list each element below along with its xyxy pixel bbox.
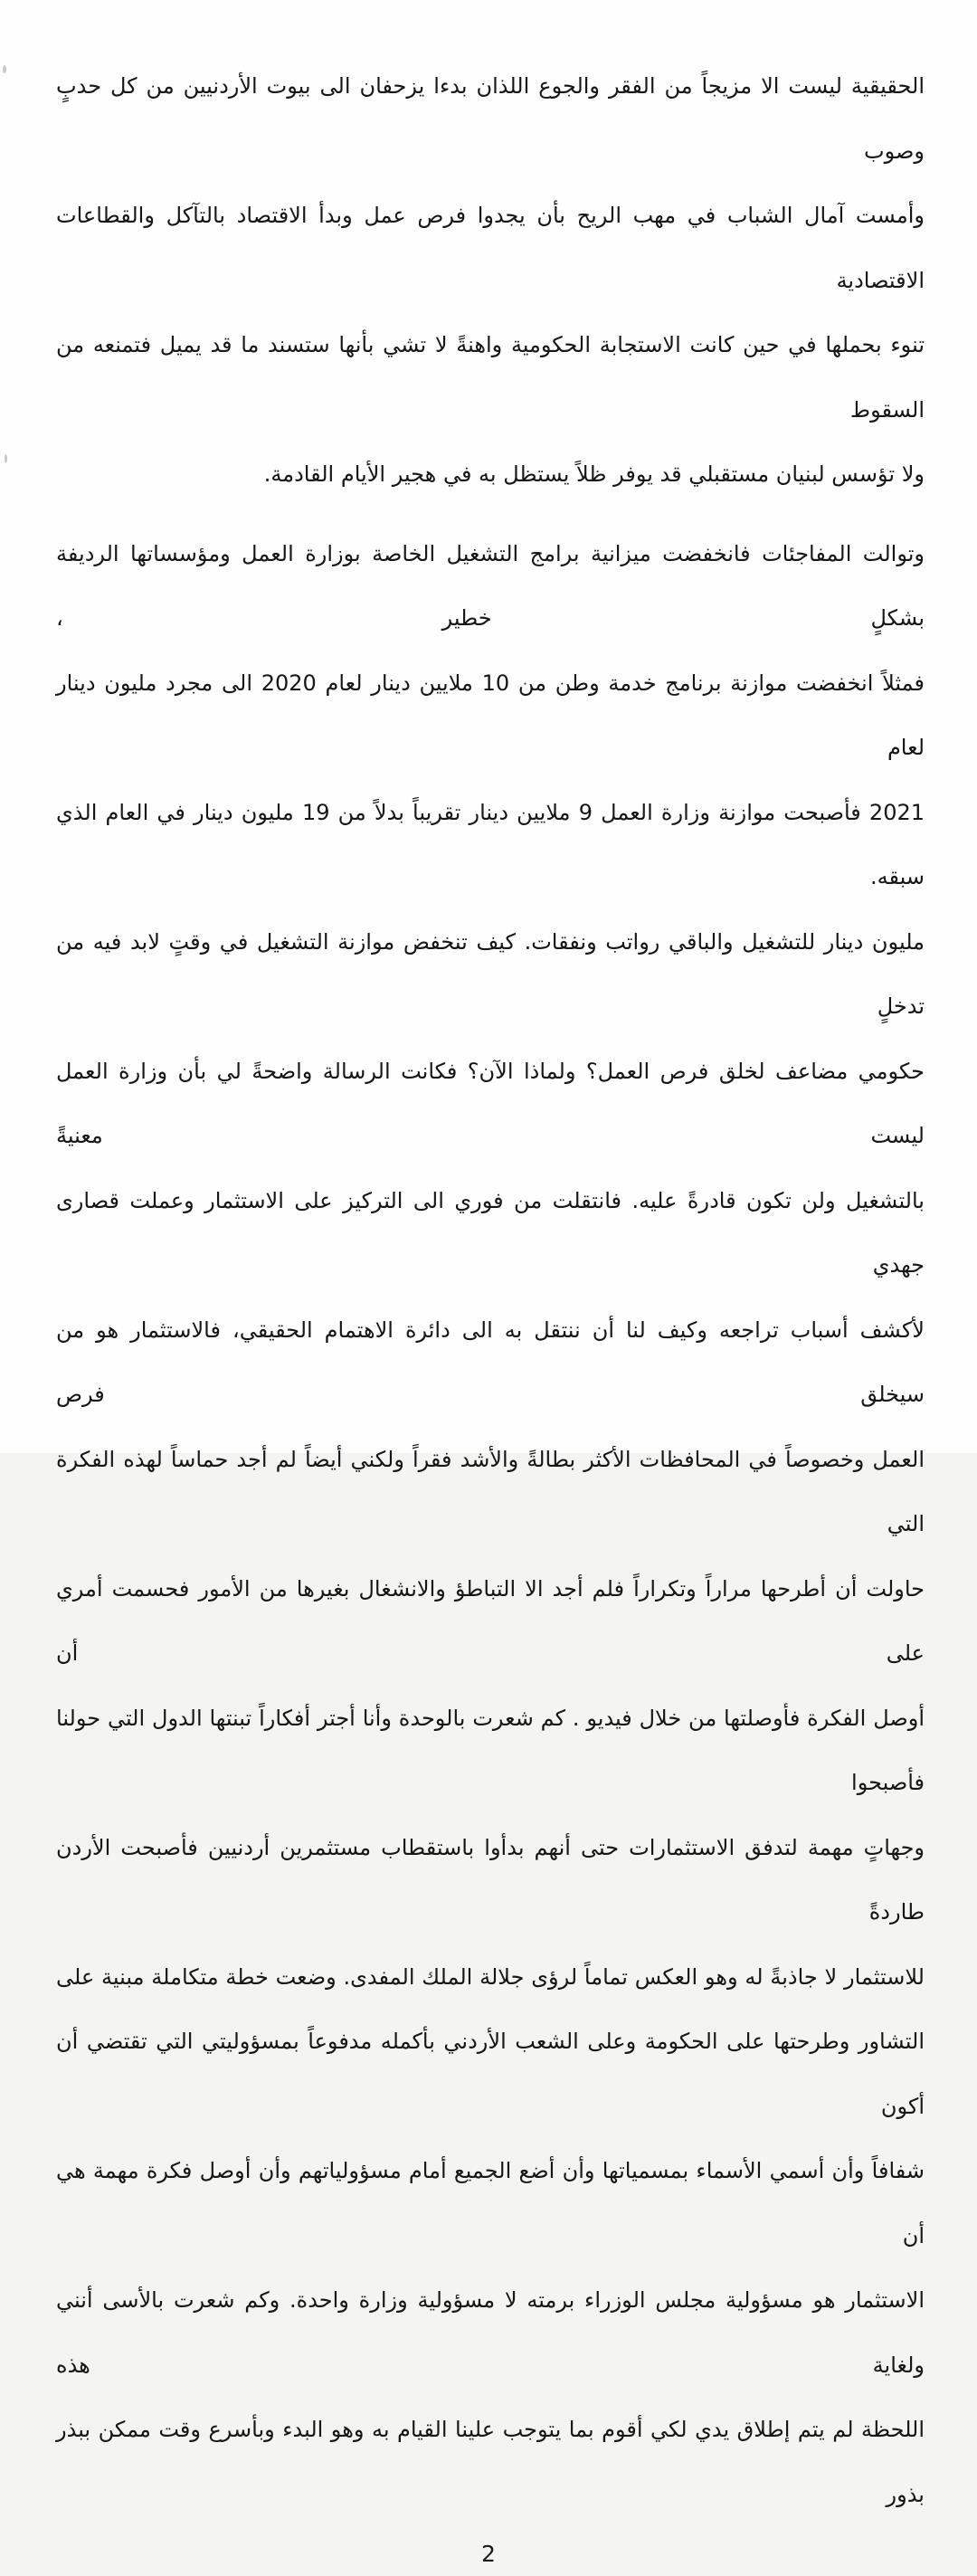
document-line: فمثلاً انخفضت موازنة برنامج خدمة وطن من 10 ملايين دينار لعام 2020 الى مجرد مليون دينار لعام xyxy=(56,670,925,760)
document-line: 2021 فأصبحت موازنة وزارة العمل 9 ملايين دينار تقريباً بدلاً من 19 مليون دينار في العام الذي سبقه. xyxy=(56,799,925,889)
document-line: لأكشف أسباب تراجعه وكيف لنا أن ننتقل به الى دائرة الاهتمام الحقيقي، فالاستثمار هو من سيخلق فرص xyxy=(56,1317,925,1407)
document-line: للاستثمار لا جاذبةً له وهو العكس تماماً لرؤى جلالة الملك المفدى. وضعت خطة متكاملة مبنية على xyxy=(56,1963,925,1990)
document-line: العمل وخصوصاً في المحافظات الأكثر بطالةً والأشد فقراً ولكني أيضاً لم أجد حماساً لهذه الفكرة التي xyxy=(56,1446,925,1536)
document-line: شفافاً وأن أسمي الأسماء بمسمياتها وأن أضع الجميع أمام مسؤولياتهم وأن أوصل فكرة مهمة هي أن xyxy=(56,2158,925,2248)
document-line: اللحظة لم يتم إطلاق يدي لكي أقوم بما يتوجب علينا القيام به وهو البدء وبأسرع وقت ممكن ببذر بذور xyxy=(56,2417,925,2507)
scan-artifact xyxy=(5,454,7,463)
document-line: بالتشغيل ولن تكون قادرةً عليه. فانتقلت من فوري الى التركيز على الاستثمار وعملت قصارى جهدي xyxy=(56,1187,925,1278)
page-footer xyxy=(0,2531,977,2576)
page-number: 2 xyxy=(481,2540,496,2567)
document-line: حكومي مضاعف لخلق فرص العمل؟ ولماذا الآن؟ فكانت الرسالة واضحةً لي بأن وزارة العمل ليست معنيةً xyxy=(56,1058,925,1148)
document-line: تنوء بحملها في حين كانت الاستجابة الحكومية واهنةً لا تشي بأنها ستسند ما قد يميل فتمنعه من السقوط xyxy=(56,332,925,423)
document-line: التشاور وطرحتها على الحكومة وعلى الشعب الأردني بأكمله مدفوعاً بمسؤوليتي التي تقتضي أن أكون xyxy=(56,2029,925,2119)
document-line: وتوالت المفاجئات فانخفضت ميزانية برامج التشغيل الخاصة بوزارة العمل ومؤسساتها الرديفة بشكلٍ خطير ، xyxy=(56,540,925,631)
scan-artifact xyxy=(3,65,6,73)
document-line: ولا تؤسس لبنيان مستقبلي قد يوفر ظلاً يستظل به في هجير الأيام القادمة. xyxy=(263,461,925,487)
document-line: الاستثمار هو مسؤولية مجلس الوزراء برمته لا مسؤولية وزارة واحدة. وكم شعرت بالأسى أنني ولغاية هذه xyxy=(56,2287,925,2378)
document-line: وأمست آمال الشباب في مهب الريح بأن يجدوا فرص عمل وبدأ الاقتصاد بالتآكل والقطاعات الاقتصادية xyxy=(56,203,925,293)
document-line: حاولت أن أطرحها مراراً وتكراراً فلم أجد الا التباطؤ والانشغال بغيرها من الأمور فحسمت أمري على أن xyxy=(56,1575,925,1666)
paragraph-1 xyxy=(56,54,925,508)
paragraph-2 xyxy=(56,522,925,2528)
document-line: أوصل الفكرة فأوصلتها من خلال فيديو . كم شعرت بالوحدة وأنا أجتر أفكاراً تبنتها الدول التي حولنا فأصبحوا xyxy=(56,1705,925,1795)
document-line: مليون دينار للتشغيل والباقي رواتب ونفقات. كيف تنخفض موازنة التشغيل في وقتٍ لابد فيه من تدخلٍ xyxy=(56,928,925,1019)
document-line: وجهاتٍ مهمة لتدفق الاستثمارات حتى أنهم بدأوا باستقطاب مستثمرين أردنيين فأصبحت الأردن طاردةً xyxy=(56,1834,925,1925)
document-line: الحقيقية ليست الا مزيجاً من الفقر والجوع اللذان بدءا يزحفان الى بيوت الأردنيين من كل حدبٍ وصوب xyxy=(56,73,925,164)
